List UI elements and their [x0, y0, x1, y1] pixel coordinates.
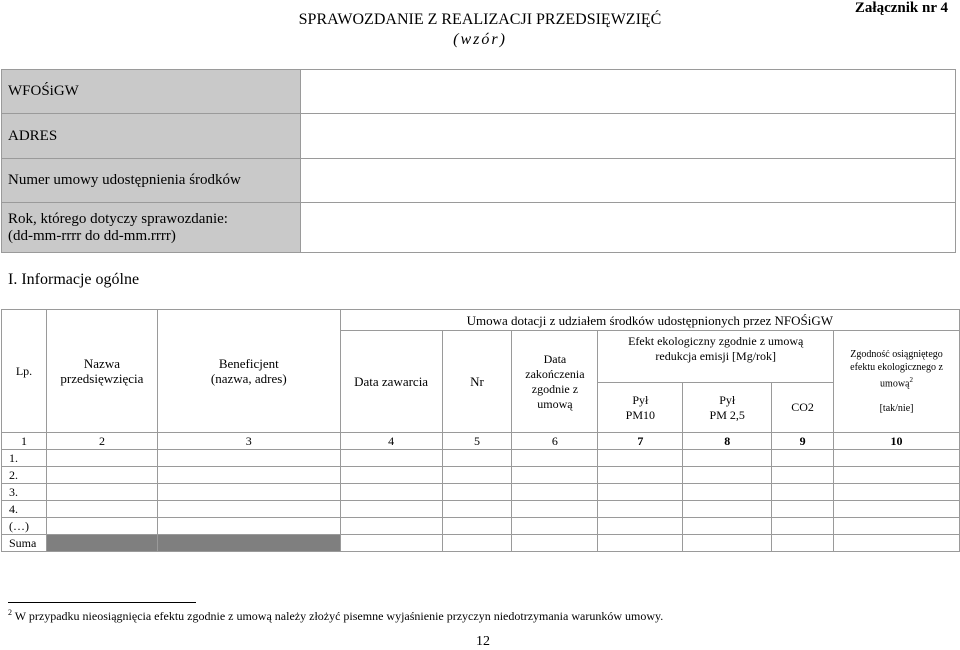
table-cell[interactable]: [683, 501, 772, 518]
header-data-zak-line1: Data: [543, 351, 567, 366]
table-cell[interactable]: [442, 450, 512, 467]
header-nazwa: [46, 310, 157, 433]
col-number: 3: [157, 433, 340, 450]
table-cell[interactable]: [512, 518, 598, 535]
table-cell[interactable]: [157, 501, 340, 518]
footnote-ref: 2: [909, 375, 913, 384]
header-efekt: [598, 331, 834, 383]
info-label-adres: ADRES: [2, 114, 301, 159]
row-label: (…): [2, 518, 47, 535]
table-cell[interactable]: [834, 518, 960, 535]
table-row: [2, 518, 960, 535]
header-pm25-line1: Pył: [719, 392, 736, 407]
table-cell[interactable]: [598, 467, 683, 484]
page-number: 12: [476, 634, 490, 649]
table-cell[interactable]: [512, 467, 598, 484]
table-cell[interactable]: [683, 535, 772, 552]
table-cell[interactable]: [772, 535, 834, 552]
header-zgodnosc-line3: [836, 374, 957, 390]
header-pm25-line2: PM 2,5: [709, 407, 745, 422]
table-cell[interactable]: [46, 501, 157, 518]
table-cell[interactable]: [512, 450, 598, 467]
table-row: [2, 501, 960, 518]
row-label: 4.: [2, 501, 47, 518]
table-cell[interactable]: [157, 518, 340, 535]
info-label-rok-line1: Rok, którego dotyczy sprawozdanie:: [8, 210, 228, 227]
info-label-rok: [2, 203, 301, 253]
table-cell[interactable]: [512, 535, 598, 552]
table-row-suma: [2, 535, 960, 552]
header-co2: CO2: [772, 383, 834, 433]
info-value-umowa[interactable]: [301, 159, 956, 203]
info-label-rok-line2: (dd-mm-rrrr do dd-mm.rrrr): [8, 227, 176, 244]
table-cell[interactable]: [683, 484, 772, 501]
table-cell[interactable]: [598, 450, 683, 467]
col-number: 5: [442, 433, 512, 450]
table-cell[interactable]: [834, 484, 960, 501]
table-cell[interactable]: [340, 535, 442, 552]
col-number: 7: [598, 433, 683, 450]
row-label: 3.: [2, 484, 47, 501]
table-cell[interactable]: [598, 484, 683, 501]
header-nazwa-line2: przedsięwzięcia: [60, 371, 144, 386]
header-zgodnosc-line1: Zgodność osiągniętego: [850, 348, 943, 360]
table-cell[interactable]: [512, 501, 598, 518]
header-nazwa-line1: Nazwa: [83, 356, 120, 371]
header-pm25: [683, 383, 772, 433]
table-cell[interactable]: [772, 501, 834, 518]
info-row: [2, 159, 956, 203]
header-pm10-line2: PM10: [625, 407, 655, 422]
footnote-separator: [8, 602, 196, 603]
table-cell[interactable]: [442, 467, 512, 484]
header-beneficjent: [157, 310, 340, 433]
row-label: 2.: [2, 467, 47, 484]
section-title: I. Informacje ogólne: [8, 271, 140, 288]
table-cell[interactable]: [340, 467, 442, 484]
info-row: [2, 203, 956, 253]
header-zgodnosc-note: [tak/nie]: [879, 403, 914, 415]
info-row: [2, 114, 956, 159]
table-cell[interactable]: [442, 518, 512, 535]
header-beneficjent-line1: Beneficjent: [218, 356, 279, 371]
col-number: 8: [683, 433, 772, 450]
table-cell[interactable]: [157, 467, 340, 484]
annex-label: Załącznik nr 4: [854, 0, 948, 16]
info-label-umowa: Numer umowy udostępnienia środków: [2, 159, 301, 203]
header-pm10: [598, 383, 683, 433]
table-cell[interactable]: [772, 450, 834, 467]
info-value-wfosigw[interactable]: [301, 70, 956, 114]
title-text: SPRAWOZDANIE Z REALIZACJI PRZEDSIĘWZIĘĆ: [298, 11, 662, 28]
table-cell[interactable]: [512, 484, 598, 501]
table-cell-disabled: [46, 535, 157, 552]
header-group-umowa: Umowa dotacji z udziałem środków udostępnionych przez NFOŚiGW: [340, 310, 959, 331]
table-cell[interactable]: [442, 501, 512, 518]
footnote-text: W przypadku nieosiągnięcia efektu zgodnie z umową należy złożyć pisemne wyjaśnienie przyczyn niedotrzymania warunków umowy.: [12, 609, 664, 623]
table-cell[interactable]: [772, 518, 834, 535]
table-cell[interactable]: [834, 450, 960, 467]
header-data-zawarcia: Data zawarcia: [340, 331, 442, 433]
table-cell[interactable]: [442, 535, 512, 552]
table-cell[interactable]: [340, 484, 442, 501]
table-cell[interactable]: [46, 450, 157, 467]
table-cell[interactable]: [340, 450, 442, 467]
header-data-zak-line4: umową: [537, 396, 573, 411]
header-zgodnosc-line2: efektu ekologicznego z: [850, 361, 943, 373]
table-cell[interactable]: [683, 450, 772, 467]
table-cell[interactable]: [46, 518, 157, 535]
header-beneficjent-line2: (nazwa, adres): [210, 371, 287, 386]
table-cell[interactable]: [598, 501, 683, 518]
header-efekt-line1: Efekt ekologiczny zgodnie z umową: [628, 334, 804, 348]
row-label: 1.: [2, 450, 47, 467]
table-cell[interactable]: [340, 501, 442, 518]
col-number: 10: [834, 433, 960, 450]
table-cell[interactable]: [46, 484, 157, 501]
table-row: [2, 450, 960, 467]
header-data-zakonczenia: [512, 331, 598, 433]
header-nr: Nr: [442, 331, 512, 433]
info-row: [2, 70, 956, 114]
table-cell[interactable]: [834, 467, 960, 484]
row-label-suma: Suma: [2, 535, 47, 552]
header-zgodnosc: [834, 331, 960, 433]
footnote: [8, 608, 663, 624]
table-cell[interactable]: [46, 467, 157, 484]
table-cell[interactable]: [442, 484, 512, 501]
table-row: [2, 467, 960, 484]
info-value-rok[interactable]: [301, 203, 956, 253]
table-cell[interactable]: [772, 484, 834, 501]
title-subtitle: (wzór): [453, 31, 507, 48]
table-row: [2, 484, 960, 501]
info-label-wfosigw: WFOŚiGW: [2, 70, 301, 114]
header-lp: Lp.: [2, 310, 47, 433]
table-cell[interactable]: [834, 501, 960, 518]
document-title: [245, 10, 715, 50]
col-number: 2: [46, 433, 157, 450]
header-efekt-line2: redukcja emisji [Mg/rok]: [655, 349, 777, 363]
table-cell[interactable]: [683, 518, 772, 535]
col-number: 1: [2, 433, 47, 450]
table-cell[interactable]: [683, 467, 772, 484]
col-number: 9: [772, 433, 834, 450]
table-cell[interactable]: [157, 450, 340, 467]
table-cell[interactable]: [772, 467, 834, 484]
table-cell[interactable]: [340, 518, 442, 535]
table-cell[interactable]: [598, 518, 683, 535]
report-table: [1, 309, 960, 552]
col-number: 6: [512, 433, 598, 450]
header-data-zak-line3: zgodnie z: [531, 381, 579, 396]
col-number: 4: [340, 433, 442, 450]
table-cell[interactable]: [598, 535, 683, 552]
header-zgodnosc-umowa: umową: [880, 378, 910, 390]
header-pm10-line1: Pył: [632, 392, 649, 407]
header-data-zak-line2: zakończenia: [525, 366, 585, 381]
table-cell-disabled: [157, 535, 340, 552]
table-cell[interactable]: [834, 535, 960, 552]
footnote-marker: 2: [8, 608, 12, 617]
info-value-adres[interactable]: [301, 114, 956, 159]
table-cell[interactable]: [157, 484, 340, 501]
info-table: [1, 69, 956, 253]
